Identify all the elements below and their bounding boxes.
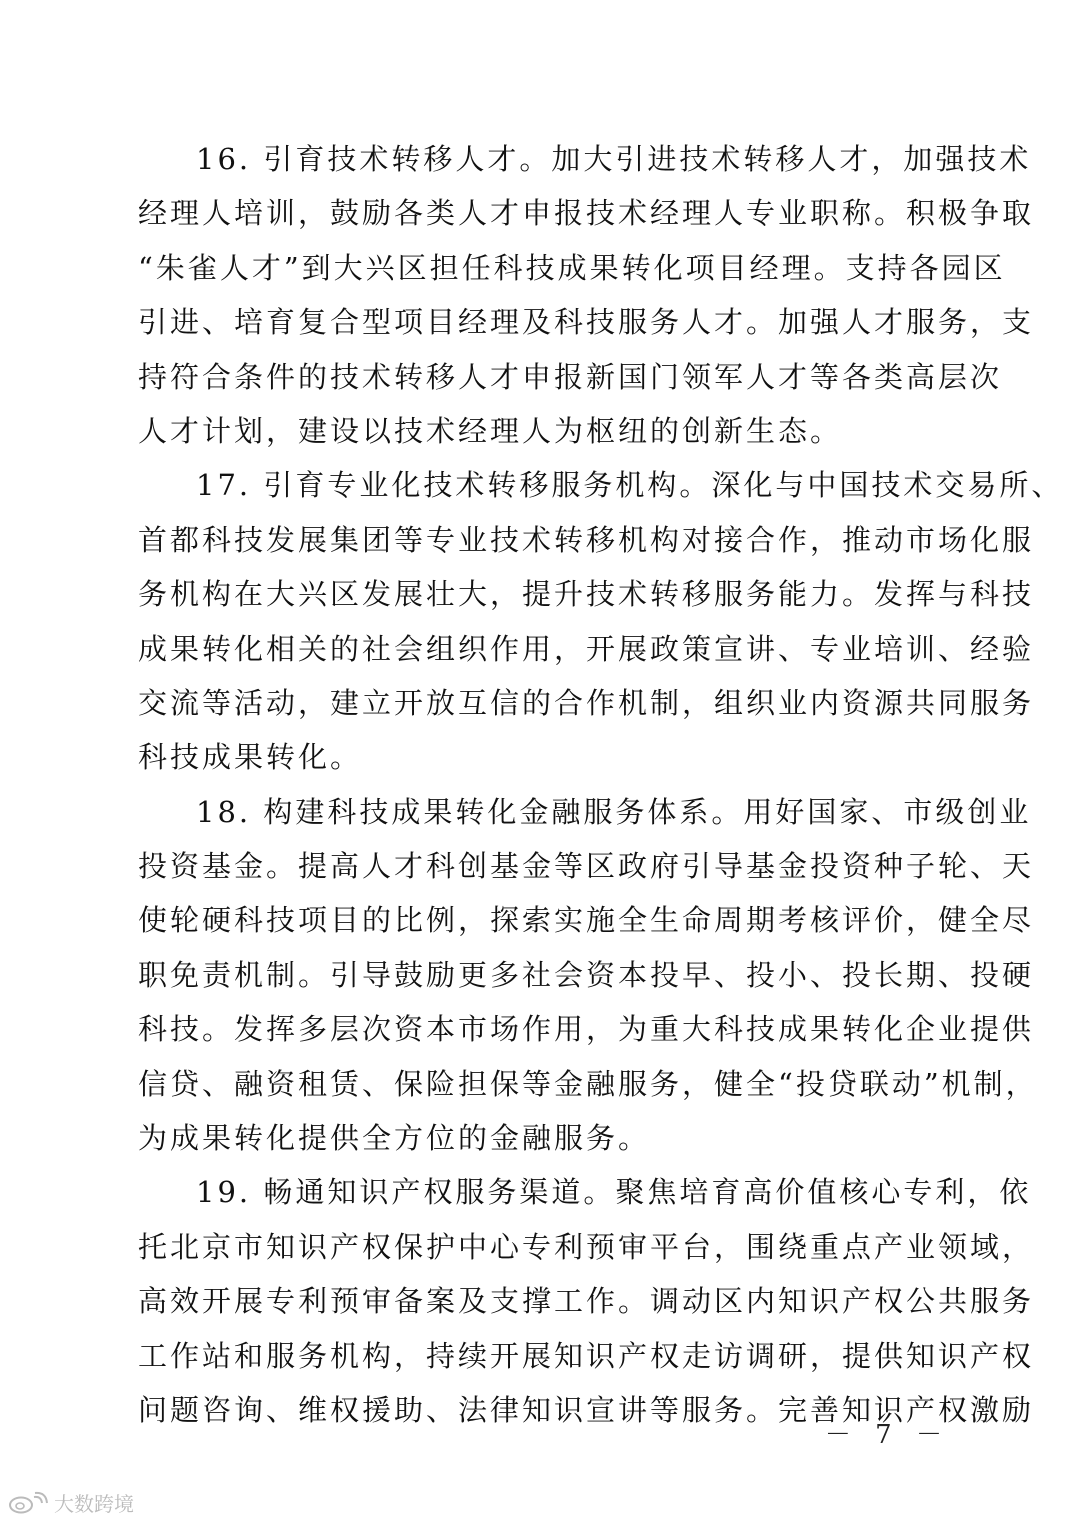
paragraph-18-line-6: 信贷、融资租赁、保险担保等金融服务，健全“投贷联动”机制， [138, 1066, 1038, 1101]
paragraph-17-line-4: 成果转化相关的社会组织作用，开展政策宣讲、专业培训、经验 [138, 631, 1035, 666]
paragraph-19-line-1: 19. 畅通知识产权服务渠道。聚焦培育高价值核心专利，依 [196, 1175, 1032, 1210]
watermark [8, 1488, 134, 1517]
paragraph-19-line-4: 工作站和服务机构，持续开展知识产权走访调研，提供知识产权 [138, 1338, 1035, 1373]
paragraph-17-line-1: 17. 引育专业化技术转移服务机构。深化与中国技术交易所、 [196, 468, 1064, 503]
paragraph-17-line-3: 务机构在大兴区发展壮大，提升技术转移服务能力。发挥与科技 [138, 577, 1035, 612]
watermark-text: 大数跨境 [54, 1492, 134, 1516]
paragraph-16-line-5: 持符合条件的技术转移人才申报新国门领军人才等各类高层次 [138, 359, 1003, 394]
paragraph-18-line-3: 使轮硬科技项目的比例，探索实施全生命周期考核评价，健全尽 [138, 903, 1035, 938]
paragraph-16-line-2: 经理人培训，鼓励各类人才申报技术经理人专业职称。积极争取 [138, 196, 1035, 231]
paragraph-16-line-3: “朱雀人才”到大兴区担任科技成果转化项目经理。支持各园区 [138, 250, 1006, 285]
paragraph-17-line-2: 首都科技发展集团等专业技术转移机构对接合作，推动市场化服 [138, 522, 1035, 557]
paragraph-17-line-5: 交流等活动，建立开放互信的合作机制，组织业内资源共同服务 [138, 685, 1035, 720]
paragraph-18-line-5: 科技。发挥多层次资本市场作用，为重大科技成果转化企业提供 [138, 1012, 1035, 1047]
paragraph-16-line-4: 引进、培育复合型项目经理及科技服务人才。加强人才服务，支 [138, 305, 1035, 340]
paragraph-18-line-1: 18. 构建科技成果转化金融服务体系。用好国家、市级创业 [196, 794, 1032, 829]
paragraph-18-line-7: 为成果转化提供全方位的金融服务。 [138, 1121, 651, 1156]
paragraph-18-line-4: 职免责机制。引导鼓励更多社会资本投早、投小、投长期、投硬 [138, 957, 1035, 992]
body-text [138, 132, 1064, 1437]
weibo-logo-icon [8, 1492, 48, 1514]
paragraph-19-line-5: 问题咨询、维权援助、法律知识宣讲等服务。完善知识产权激励 [138, 1392, 1035, 1427]
paragraph-16-line-6: 人才计划，建设以技术经理人为枢纽的创新生态。 [138, 413, 843, 448]
page-number: － 7 － [824, 1420, 950, 1450]
paragraph-17-line-6: 科技成果转化。 [138, 740, 363, 775]
paragraph-18-line-2: 投资基金。提高人才科创基金等区政府引导基金投资种子轮、天 [138, 849, 1035, 884]
paragraph-19-line-2: 托北京市知识产权保护中心专利预审平台，围绕重点产业领域， [138, 1229, 1035, 1264]
paragraph-19-line-3: 高效开展专利预审备案及支撑工作。调动区内知识产权公共服务 [138, 1284, 1035, 1319]
paragraph-16-line-1: 16. 引育技术转移人才。加大引进技术转移人才，加强技术 [196, 142, 1032, 176]
